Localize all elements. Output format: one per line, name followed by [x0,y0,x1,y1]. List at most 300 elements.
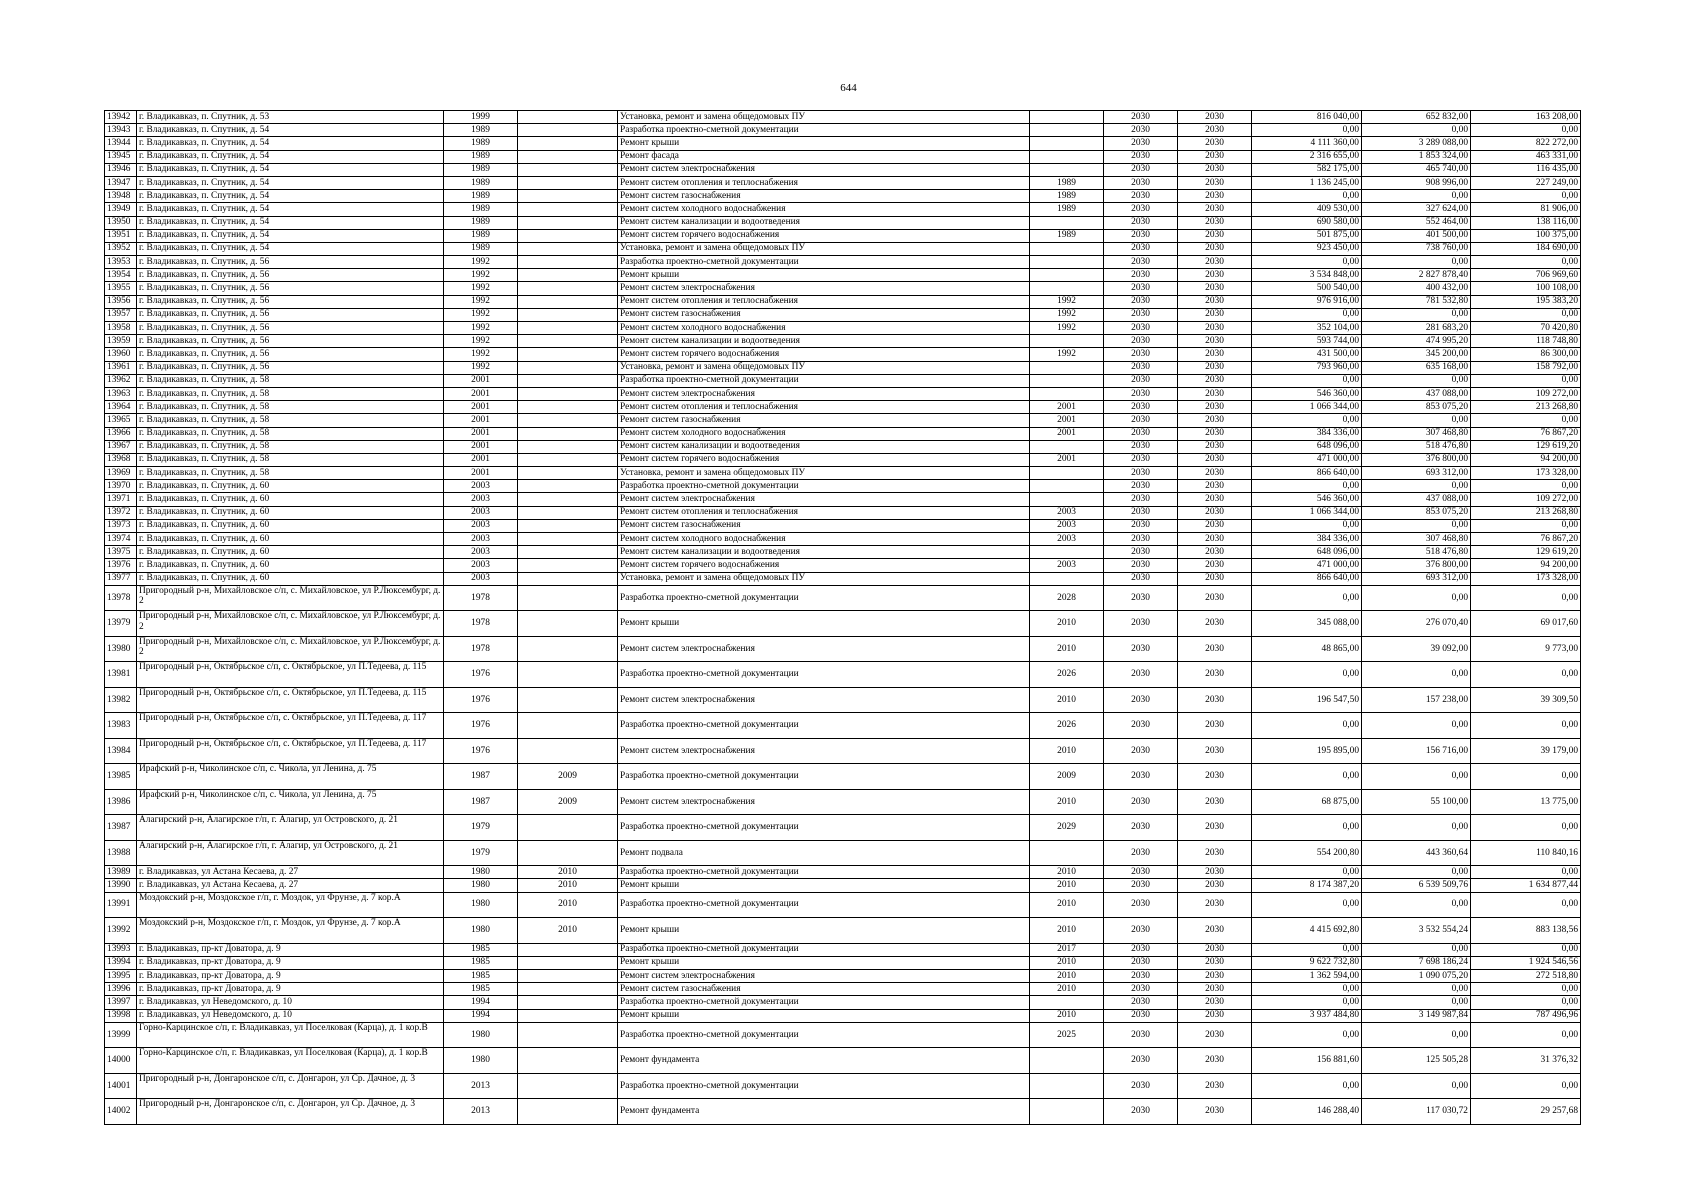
cell-total-cost: 582 175,00 [1252,163,1362,176]
cell-row-number: 13957 [105,308,137,321]
cell-row-number: 13982 [105,687,137,713]
cell-plan-start-year: 2030 [1104,519,1178,532]
cell-plan-end-year: 2030 [1178,493,1252,506]
cell-plan-end-year: 2030 [1178,815,1252,841]
cell-build-year: 1980 [444,879,518,892]
cell-fund-share: 157 238,00 [1362,687,1471,713]
cell-build-year: 2003 [444,533,518,546]
cell-address: г. Владикавказ, п. Спутник, д. 60 [137,480,444,493]
cell-total-cost: 0,00 [1252,1073,1362,1099]
cell-plan-start-year: 2030 [1104,176,1178,189]
cell-privatization-year [518,713,618,739]
cell-last-repair-year [1030,1048,1104,1074]
cell-privatization-year [518,282,618,295]
cell-last-repair-year: 1989 [1030,176,1104,189]
cell-owner-share: 70 420,80 [1471,322,1581,335]
cell-plan-end-year: 2030 [1178,414,1252,427]
cell-address: г. Владикавказ, п. Спутник, д. 60 [137,506,444,519]
cell-row-number: 13949 [105,203,137,216]
cell-plan-end-year: 2030 [1178,361,1252,374]
cell-row-number: 13996 [105,983,137,996]
cell-work-type: Разработка проектно-сметной документации [618,713,1030,739]
cell-address: г. Владикавказ, п. Спутник, д. 54 [137,229,444,242]
table-row [105,996,1581,1009]
cell-last-repair-year: 2010 [1030,892,1104,918]
cell-plan-start-year: 2030 [1104,1022,1178,1048]
cell-privatization-year [518,348,618,361]
cell-last-repair-year: 2010 [1030,636,1104,662]
table-row [105,713,1581,739]
cell-total-cost: 816 040,00 [1252,111,1362,124]
cell-plan-end-year: 2030 [1178,636,1252,662]
cell-fund-share: 0,00 [1362,256,1471,269]
cell-build-year: 1992 [444,308,518,321]
cell-total-cost: 0,00 [1252,585,1362,611]
cell-fund-share: 0,00 [1362,996,1471,1009]
cell-privatization-year [518,572,618,585]
cell-plan-end-year: 2030 [1178,840,1252,866]
cell-row-number: 13997 [105,996,137,1009]
cell-total-cost: 501 875,00 [1252,229,1362,242]
cell-row-number: 13993 [105,943,137,956]
cell-row-number: 13978 [105,585,137,611]
cell-total-cost: 0,00 [1252,124,1362,137]
cell-owner-share: 0,00 [1471,585,1581,611]
cell-plan-start-year: 2030 [1104,387,1178,400]
cell-work-type: Ремонт систем канализации и водоотведения [618,440,1030,453]
cell-owner-share: 118 748,80 [1471,335,1581,348]
cell-build-year: 1980 [444,918,518,944]
cell-privatization-year [518,1099,618,1125]
cell-work-type: Разработка проектно-сметной документации [618,866,1030,879]
cell-plan-start-year: 2030 [1104,572,1178,585]
table-row [105,687,1581,713]
cell-plan-start-year: 2030 [1104,282,1178,295]
cell-privatization-year [518,427,618,440]
cell-work-type: Ремонт систем горячего водоснабжения [618,559,1030,572]
cell-plan-start-year: 2030 [1104,216,1178,229]
cell-last-repair-year [1030,840,1104,866]
cell-plan-start-year: 2030 [1104,427,1178,440]
cell-fund-share: 693 312,00 [1362,467,1471,480]
cell-privatization-year: 2010 [518,892,618,918]
cell-build-year: 1992 [444,348,518,361]
cell-owner-share: 0,00 [1471,480,1581,493]
cell-plan-start-year: 2030 [1104,559,1178,572]
cell-owner-share: 129 619,20 [1471,546,1581,559]
cell-build-year: 1976 [444,687,518,713]
cell-address: г. Владикавказ, п. Спутник, д. 58 [137,467,444,480]
cell-owner-share: 69 017,60 [1471,611,1581,637]
cell-total-cost: 156 881,60 [1252,1048,1362,1074]
cell-fund-share: 3 289 088,00 [1362,137,1471,150]
cell-plan-start-year: 2030 [1104,190,1178,203]
table-row [105,387,1581,400]
cell-last-repair-year [1030,163,1104,176]
table-row [105,493,1581,506]
cell-plan-end-year: 2030 [1178,764,1252,790]
cell-privatization-year [518,585,618,611]
cell-total-cost: 9 622 732,80 [1252,956,1362,969]
table-row [105,611,1581,637]
table-row [105,943,1581,956]
cell-last-repair-year: 2010 [1030,918,1104,944]
cell-privatization-year [518,519,618,532]
cell-privatization-year [518,480,618,493]
cell-privatization-year [518,176,618,189]
cell-owner-share: 463 331,00 [1471,150,1581,163]
table-row [105,585,1581,611]
table-row [105,506,1581,519]
cell-address: Пригородный р-н, Михайловское с/п, с. Михайловское, ул Р.Люксембург, д. 2 [137,611,444,637]
cell-fund-share: 0,00 [1362,662,1471,688]
table-row [105,467,1581,480]
cell-row-number: 13963 [105,387,137,400]
cell-address: г. Владикавказ, п. Спутник, д. 58 [137,427,444,440]
cell-address: г. Владикавказ, п. Спутник, д. 58 [137,453,444,466]
cell-last-repair-year: 2001 [1030,401,1104,414]
cell-address: г. Владикавказ, пр-кт Доватора, д. 9 [137,956,444,969]
table-row [105,361,1581,374]
cell-build-year: 2003 [444,506,518,519]
cell-row-number: 13972 [105,506,137,519]
table-row [105,533,1581,546]
cell-last-repair-year: 2026 [1030,662,1104,688]
cell-build-year: 2001 [444,414,518,427]
cell-last-repair-year: 2026 [1030,713,1104,739]
cell-last-repair-year: 2010 [1030,789,1104,815]
cell-build-year: 1989 [444,190,518,203]
cell-plan-start-year: 2030 [1104,111,1178,124]
cell-address: г. Владикавказ, п. Спутник, д. 60 [137,533,444,546]
cell-plan-end-year: 2030 [1178,401,1252,414]
cell-work-type: Ремонт систем холодного водоснабжения [618,533,1030,546]
table-row [105,322,1581,335]
cell-owner-share: 100 108,00 [1471,282,1581,295]
cell-row-number: 13947 [105,176,137,189]
cell-address: г. Владикавказ, п. Спутник, д. 56 [137,308,444,321]
cell-plan-start-year: 2030 [1104,956,1178,969]
cell-build-year: 1980 [444,892,518,918]
cell-privatization-year [518,533,618,546]
cell-owner-share: 173 328,00 [1471,572,1581,585]
cell-address: г. Владикавказ, п. Спутник, д. 54 [137,163,444,176]
cell-address: г. Владикавказ, п. Спутник, д. 56 [137,256,444,269]
cell-address: Пригородный р-н, Михайловское с/п, с. Михайловское, ул Р.Люксембург, д. 2 [137,636,444,662]
cell-address: г. Владикавказ, п. Спутник, д. 54 [137,176,444,189]
cell-build-year: 1992 [444,282,518,295]
cell-build-year: 2003 [444,519,518,532]
cell-row-number: 13998 [105,1009,137,1022]
cell-build-year: 1978 [444,611,518,637]
table-row [105,1009,1581,1022]
cell-last-repair-year: 2029 [1030,815,1104,841]
cell-plan-end-year: 2030 [1178,269,1252,282]
cell-total-cost: 0,00 [1252,662,1362,688]
cell-build-year: 1992 [444,295,518,308]
cell-row-number: 13990 [105,879,137,892]
cell-address: Моздокский р-н, Моздокское г/п, г. Моздок, ул Фрунзе, д. 7 кор.А [137,892,444,918]
table-row [105,374,1581,387]
cell-plan-end-year: 2030 [1178,480,1252,493]
cell-owner-share: 9 773,00 [1471,636,1581,662]
cell-address: г. Владикавказ, п. Спутник, д. 53 [137,111,444,124]
cell-privatization-year [518,401,618,414]
cell-privatization-year [518,970,618,983]
cell-build-year: 1989 [444,176,518,189]
cell-owner-share: 0,00 [1471,943,1581,956]
cell-plan-start-year: 2030 [1104,401,1178,414]
cell-address: г. Владикавказ, ул Астана Кесаева, д. 27 [137,879,444,892]
cell-plan-end-year: 2030 [1178,124,1252,137]
cell-plan-start-year: 2030 [1104,983,1178,996]
cell-total-cost: 0,00 [1252,374,1362,387]
cell-plan-start-year: 2030 [1104,713,1178,739]
cell-build-year: 1992 [444,256,518,269]
cell-fund-share: 853 075,20 [1362,401,1471,414]
cell-total-cost: 3 534 848,00 [1252,269,1362,282]
cell-address: г. Владикавказ, п. Спутник, д. 56 [137,282,444,295]
cell-work-type: Разработка проектно-сметной документации [618,1022,1030,1048]
cell-owner-share: 0,00 [1471,1022,1581,1048]
cell-total-cost: 3 937 484,80 [1252,1009,1362,1022]
cell-plan-end-year: 2030 [1178,943,1252,956]
cell-work-type: Ремонт систем отопления и теплоснабжения [618,176,1030,189]
cell-build-year: 1980 [444,1048,518,1074]
cell-plan-end-year: 2030 [1178,713,1252,739]
cell-plan-end-year: 2030 [1178,970,1252,983]
cell-last-repair-year [1030,335,1104,348]
cell-address: г. Владикавказ, п. Спутник, д. 58 [137,374,444,387]
cell-privatization-year [518,738,618,764]
cell-plan-end-year: 2030 [1178,256,1252,269]
cell-last-repair-year [1030,150,1104,163]
cell-owner-share: 13 775,00 [1471,789,1581,815]
table-row [105,401,1581,414]
cell-build-year: 1978 [444,636,518,662]
cell-total-cost: 593 744,00 [1252,335,1362,348]
cell-owner-share: 213 268,80 [1471,506,1581,519]
cell-plan-start-year: 2030 [1104,1009,1178,1022]
cell-last-repair-year [1030,256,1104,269]
cell-fund-share: 1 090 075,20 [1362,970,1471,983]
cell-total-cost: 0,00 [1252,764,1362,790]
cell-owner-share: 184 690,00 [1471,242,1581,255]
cell-row-number: 13952 [105,242,137,255]
cell-last-repair-year: 1992 [1030,348,1104,361]
cell-plan-end-year: 2030 [1178,1048,1252,1074]
cell-owner-share: 109 272,00 [1471,387,1581,400]
table-row [105,229,1581,242]
cell-total-cost: 546 360,00 [1252,387,1362,400]
cell-privatization-year [518,229,618,242]
cell-address: г. Владикавказ, п. Спутник, д. 56 [137,322,444,335]
cell-address: г. Владикавказ, п. Спутник, д. 58 [137,401,444,414]
cell-address: Ирафский р-н, Чиколинское с/п, с. Чикола, ул Ленина, д. 75 [137,789,444,815]
cell-plan-start-year: 2030 [1104,789,1178,815]
cell-last-repair-year: 2003 [1030,533,1104,546]
cell-work-type: Ремонт систем канализации и водоотведения [618,546,1030,559]
cell-fund-share: 0,00 [1362,585,1471,611]
cell-total-cost: 0,00 [1252,414,1362,427]
cell-work-type: Ремонт систем канализации и водоотведения [618,216,1030,229]
cell-row-number: 13954 [105,269,137,282]
cell-plan-end-year: 2030 [1178,190,1252,203]
cell-privatization-year: 2009 [518,789,618,815]
cell-work-type: Установка, ремонт и замена общедомовых ПУ [618,467,1030,480]
table-row [105,124,1581,137]
cell-row-number: 13968 [105,453,137,466]
cell-owner-share: 81 906,00 [1471,203,1581,216]
cell-last-repair-year: 2010 [1030,983,1104,996]
cell-row-number: 13983 [105,713,137,739]
cell-work-type: Разработка проектно-сметной документации [618,256,1030,269]
cell-row-number: 13946 [105,163,137,176]
cell-work-type: Ремонт систем холодного водоснабжения [618,322,1030,335]
cell-build-year: 1992 [444,361,518,374]
cell-owner-share: 0,00 [1471,308,1581,321]
cell-build-year: 1985 [444,956,518,969]
cell-build-year: 2003 [444,480,518,493]
cell-plan-end-year: 2030 [1178,322,1252,335]
table-row [105,256,1581,269]
cell-last-repair-year [1030,996,1104,1009]
cell-last-repair-year: 2001 [1030,427,1104,440]
table-row [105,203,1581,216]
cell-fund-share: 853 075,20 [1362,506,1471,519]
cell-last-repair-year: 1989 [1030,190,1104,203]
cell-owner-share: 0,00 [1471,764,1581,790]
cell-last-repair-year [1030,137,1104,150]
cell-work-type: Ремонт систем отопления и теплоснабжения [618,295,1030,308]
cell-last-repair-year: 2010 [1030,956,1104,969]
cell-fund-share: 518 476,80 [1362,546,1471,559]
cell-plan-end-year: 2030 [1178,879,1252,892]
table-row [105,662,1581,688]
cell-last-repair-year: 2025 [1030,1022,1104,1048]
cell-total-cost: 345 088,00 [1252,611,1362,637]
cell-fund-share: 39 092,00 [1362,636,1471,662]
cell-row-number: 13984 [105,738,137,764]
table-row [105,918,1581,944]
cell-plan-end-year: 2030 [1178,738,1252,764]
cell-fund-share: 0,00 [1362,1073,1471,1099]
cell-build-year: 1989 [444,203,518,216]
cell-plan-end-year: 2030 [1178,295,1252,308]
cell-privatization-year [518,956,618,969]
cell-fund-share: 1 853 324,00 [1362,150,1471,163]
cell-work-type: Разработка проектно-сметной документации [618,892,1030,918]
table-row [105,190,1581,203]
cell-build-year: 2001 [444,401,518,414]
cell-row-number: 13975 [105,546,137,559]
cell-work-type: Ремонт систем газоснабжения [618,983,1030,996]
cell-last-repair-year: 2010 [1030,738,1104,764]
cell-last-repair-year: 2010 [1030,866,1104,879]
cell-row-number: 13964 [105,401,137,414]
cell-owner-share: 0,00 [1471,815,1581,841]
table-row [105,879,1581,892]
cell-privatization-year [518,687,618,713]
cell-plan-start-year: 2030 [1104,242,1178,255]
cell-privatization-year [518,840,618,866]
cell-total-cost: 471 000,00 [1252,559,1362,572]
cell-work-type: Ремонт систем горячего водоснабжения [618,229,1030,242]
cell-row-number: 13944 [105,137,137,150]
cell-fund-share: 0,00 [1362,374,1471,387]
cell-work-type: Ремонт систем горячего водоснабжения [618,348,1030,361]
cell-row-number: 13945 [105,150,137,163]
cell-last-repair-year: 2010 [1030,879,1104,892]
cell-row-number: 13992 [105,918,137,944]
cell-privatization-year [518,1022,618,1048]
cell-plan-end-year: 2030 [1178,983,1252,996]
cell-plan-start-year: 2030 [1104,866,1178,879]
cell-owner-share: 822 272,00 [1471,137,1581,150]
cell-row-number: 13956 [105,295,137,308]
cell-privatization-year [518,111,618,124]
cell-last-repair-year [1030,546,1104,559]
cell-build-year: 1992 [444,269,518,282]
cell-owner-share: 173 328,00 [1471,467,1581,480]
table-row [105,308,1581,321]
cell-plan-end-year: 2030 [1178,387,1252,400]
cell-total-cost: 0,00 [1252,256,1362,269]
cell-total-cost: 648 096,00 [1252,440,1362,453]
cell-plan-start-year: 2030 [1104,124,1178,137]
cell-address: г. Владикавказ, п. Спутник, д. 60 [137,559,444,572]
table-row [105,111,1581,124]
cell-fund-share: 3 149 987,84 [1362,1009,1471,1022]
cell-privatization-year [518,203,618,216]
cell-last-repair-year: 2010 [1030,611,1104,637]
cell-build-year: 1989 [444,163,518,176]
cell-plan-start-year: 2030 [1104,229,1178,242]
cell-owner-share: 0,00 [1471,662,1581,688]
cell-build-year: 1985 [444,943,518,956]
cell-privatization-year [518,1009,618,1022]
table-row [105,1073,1581,1099]
cell-fund-share: 693 312,00 [1362,572,1471,585]
cell-plan-start-year: 2030 [1104,970,1178,983]
cell-address: Алагирский р-н, Алагирское г/п, г. Алагир, ул Островского, д. 21 [137,815,444,841]
cell-work-type: Разработка проектно-сметной документации [618,585,1030,611]
cell-owner-share: 76 867,20 [1471,427,1581,440]
cell-build-year: 1976 [444,713,518,739]
cell-owner-share: 0,00 [1471,1073,1581,1099]
cell-work-type: Разработка проектно-сметной документации [618,996,1030,1009]
cell-address: Пригородный р-н, Октябрьское с/п, с. Октябрьское, ул П.Тедеева, д. 117 [137,738,444,764]
cell-plan-end-year: 2030 [1178,176,1252,189]
cell-plan-end-year: 2030 [1178,506,1252,519]
cell-total-cost: 0,00 [1252,983,1362,996]
cell-owner-share: 1 634 877,44 [1471,879,1581,892]
cell-address: Пригородный р-н, Донгаронское с/п, с. Донгарон, ул Ср. Дачное, д. 3 [137,1073,444,1099]
cell-last-repair-year [1030,269,1104,282]
cell-plan-start-year: 2030 [1104,295,1178,308]
cell-owner-share: 110 840,16 [1471,840,1581,866]
cell-row-number: 13969 [105,467,137,480]
cell-row-number: 13999 [105,1022,137,1048]
cell-plan-start-year: 2030 [1104,348,1178,361]
cell-build-year: 2001 [444,467,518,480]
cell-row-number: 13988 [105,840,137,866]
cell-total-cost: 0,00 [1252,815,1362,841]
cell-fund-share: 307 468,80 [1362,427,1471,440]
cell-plan-start-year: 2030 [1104,1073,1178,1099]
cell-owner-share: 0,00 [1471,256,1581,269]
cell-fund-share: 0,00 [1362,866,1471,879]
